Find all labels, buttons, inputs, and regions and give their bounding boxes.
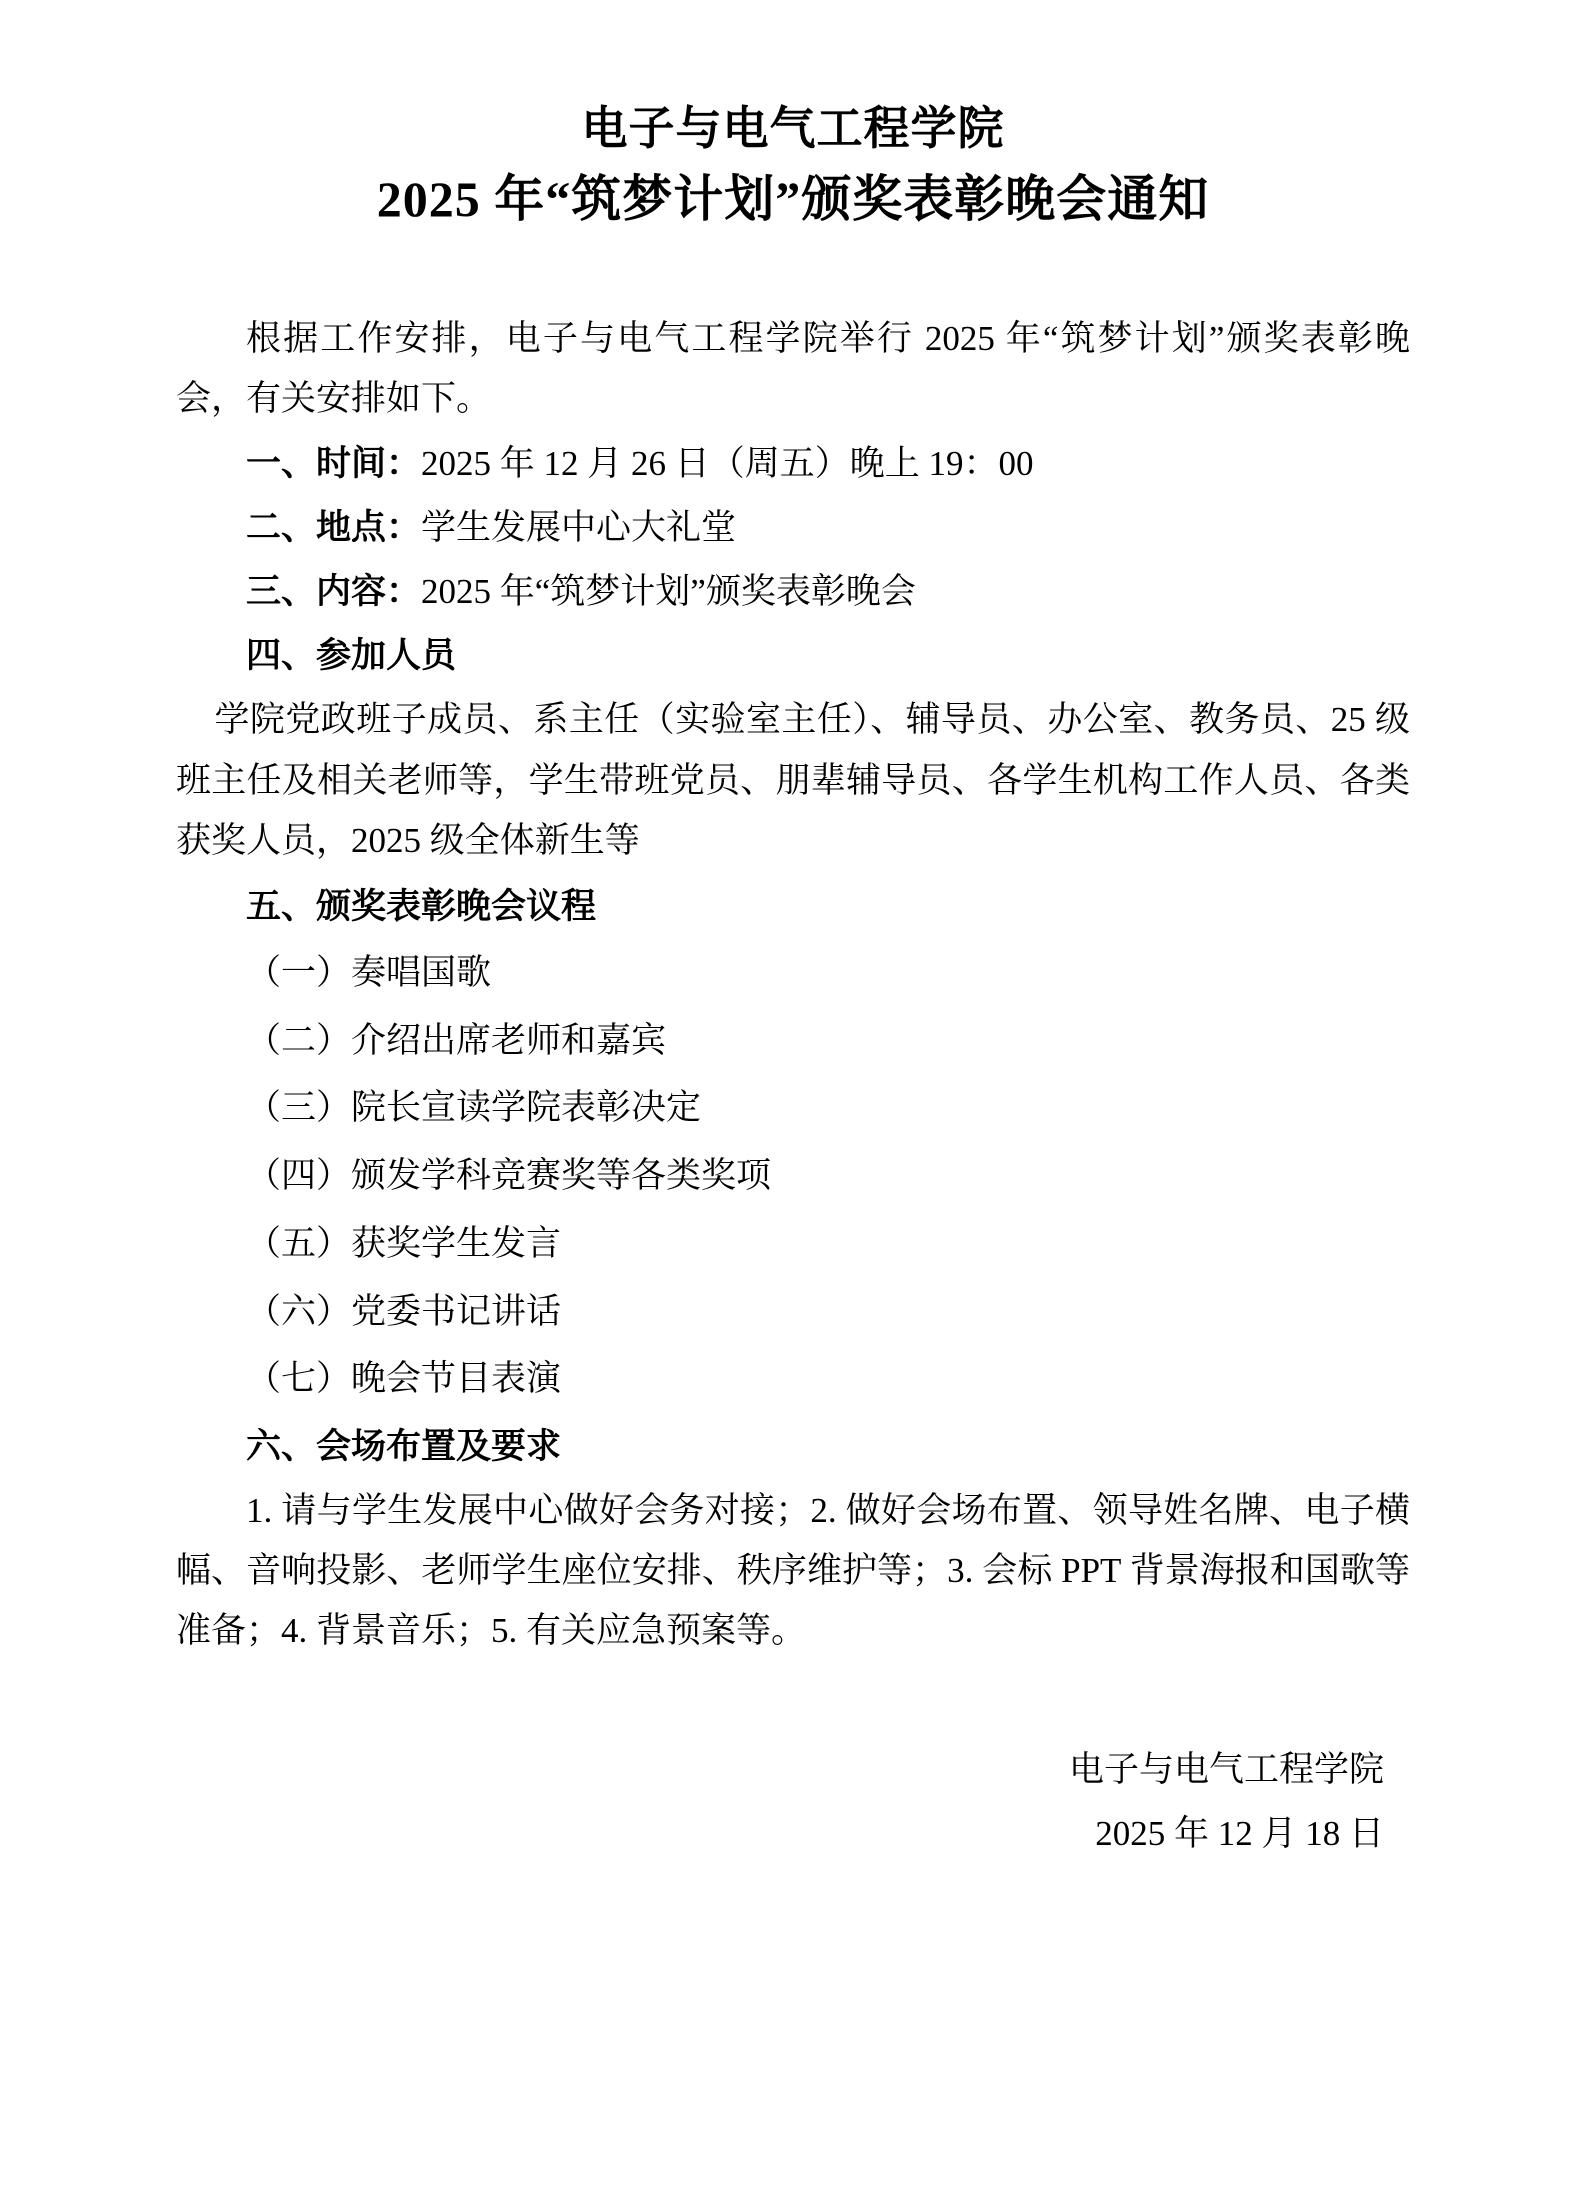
section-body-participants: 学院党政班子成员、系主任（实验室主任）、辅导员、办公室、教务员、25 级班主任及相关老师等，学生带班党员、朋辈辅导员、各学生机构工作人员、各类获奖人员，2025 级全体新生等 (176, 700, 1410, 860)
section-body-venue: 1. 请与学生发展中心做好会务对接；2. 做好会场布置、领导姓名牌、电子横幅、音响投影、老师学生座位安排、秩序维护等；3. 会标 PPT 背景海报和国歌等准备；4. 背景音乐；5. 有关应急预案等。 (176, 1491, 1410, 1651)
signature-date: 2025 年 12 月 18 日 (1095, 1814, 1384, 1854)
item-time-label: 一、时间： (246, 443, 422, 483)
signature-block (176, 1738, 1410, 1868)
title-line-1: 电子与电气工程学院 (581, 103, 1005, 154)
agenda-item: （七）晚会节目表演 (246, 1359, 562, 1399)
section-heading-participants: 四、参加人员 (246, 636, 457, 676)
section-heading-agenda: 五、颁奖表彰晚会议程 (246, 886, 597, 926)
agenda-item: （五）获奖学生发言 (246, 1223, 562, 1263)
agenda-item: （六）党委书记讲话 (246, 1291, 562, 1331)
document-body (176, 309, 1410, 1661)
signature-organization: 电子与电气工程学院 (1068, 1749, 1384, 1789)
agenda-item: （三）院长宣读学院表彰决定 (246, 1088, 702, 1128)
item-content-label: 三、内容： (246, 571, 422, 611)
item-content (176, 562, 1410, 622)
item-time-value: 2025 年 12 月 26 日（周五）晚上 19：00 (421, 443, 1034, 483)
agenda-item: （一）奏唱国歌 (246, 953, 492, 993)
agenda-item: （二）介绍出席老师和嘉宾 (246, 1020, 667, 1060)
item-content-value: 2025 年“筑梦计划”颁奖表彰晚会 (421, 571, 916, 611)
item-place-value: 学生发展中心大礼堂 (421, 507, 737, 547)
agenda-item: （四）颁发学科竞赛奖等各类奖项 (246, 1156, 772, 1196)
item-time (176, 434, 1410, 494)
item-place (176, 498, 1410, 558)
intro-paragraph: 根据工作安排，电子与电气工程学院举行 2025 年“筑梦计划”颁奖表彰晚会，有关安排如下。 (176, 319, 1410, 419)
title-line-2: 2025 年“筑梦计划”颁奖表彰晚会通知 (376, 170, 1210, 227)
page-title (176, 96, 1410, 235)
item-place-label: 二、地点： (246, 507, 422, 547)
section-heading-venue: 六、会场布置及要求 (246, 1426, 562, 1466)
